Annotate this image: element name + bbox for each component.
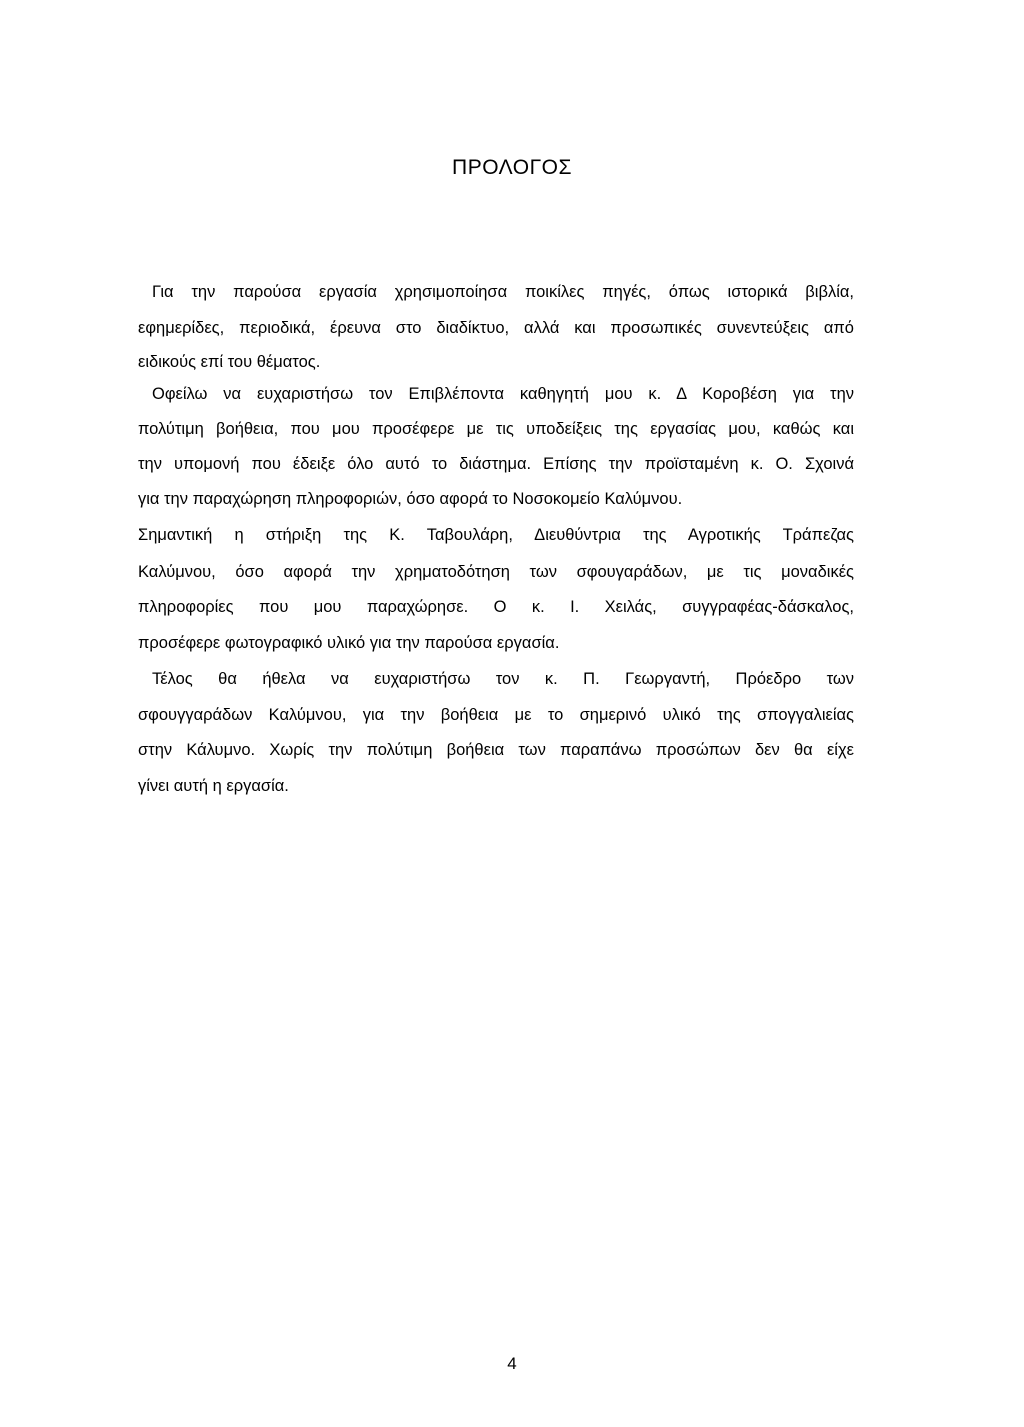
paragraph-line: Καλύμνου, όσο αφορά την χρηματοδότηση των σφουγαράδων, με τις μοναδικές: [138, 563, 854, 581]
paragraph-line: εφημερίδες, περιοδικά, έρευνα στο διαδίκτυο, αλλά και προσωπικές συνεντεύξεις από: [138, 319, 854, 337]
paragraph-line: ειδικούς επί του θέματος.: [138, 353, 321, 371]
paragraph-line: στην Κάλυμνο. Χωρίς την πολύτιμη βοήθεια των παραπάνω προσώπων δεν θα είχε: [138, 741, 854, 759]
paragraph-line: την υπομονή που έδειξε όλο αυτό το διάστημα. Επίσης την προϊσταμένη κ. Ο. Σχοινά: [138, 455, 854, 473]
paragraph-line: γίνει αυτή η εργασία.: [138, 777, 289, 795]
paragraph-line: Τέλος θα ήθελα να ευχαριστήσω τον κ. Π. Γεωργαντή, Πρόεδρο των: [152, 670, 854, 688]
paragraph-line: για την παραχώρηση πληροφοριών, όσο αφορά το Νοσοκομείο Καλύμνου.: [138, 490, 683, 508]
page-number: 4: [507, 1354, 517, 1373]
paragraph-line: σφουγγαράδων Καλύμνου, για την βοήθεια με το σημερινό υλικό της σπογγαλιείας: [138, 706, 854, 724]
paragraph-line: Σημαντική η στήριξη της Κ. Ταβουλάρη, Διευθύντρια της Αγροτικής Τράπεζας: [138, 526, 854, 544]
paragraph-line: Οφείλω να ευχαριστήσω τον Επιβλέποντα καθηγητή μου κ. Δ Κοροβέση για την: [152, 385, 854, 403]
paragraph-line: Για την παρούσα εργασία χρησιμοποίησα ποικίλες πηγές, όπως ιστορικά βιβλία,: [152, 283, 854, 301]
paragraph-line: προσέφερε φωτογραφικό υλικό για την παρούσα εργασία.: [138, 634, 560, 652]
paragraph-line: πληροφορίες που μου παραχώρησε. Ο κ. Ι. Χειλάς, συγγραφέας-δάσκαλος,: [138, 598, 854, 616]
paragraph-line: πολύτιμη βοήθεια, που μου προσέφερε με τις υποδείξεις της εργασίας μου, καθώς και: [138, 420, 854, 438]
page-title: ΠΡΟΛΟΓΟΣ: [452, 156, 572, 179]
